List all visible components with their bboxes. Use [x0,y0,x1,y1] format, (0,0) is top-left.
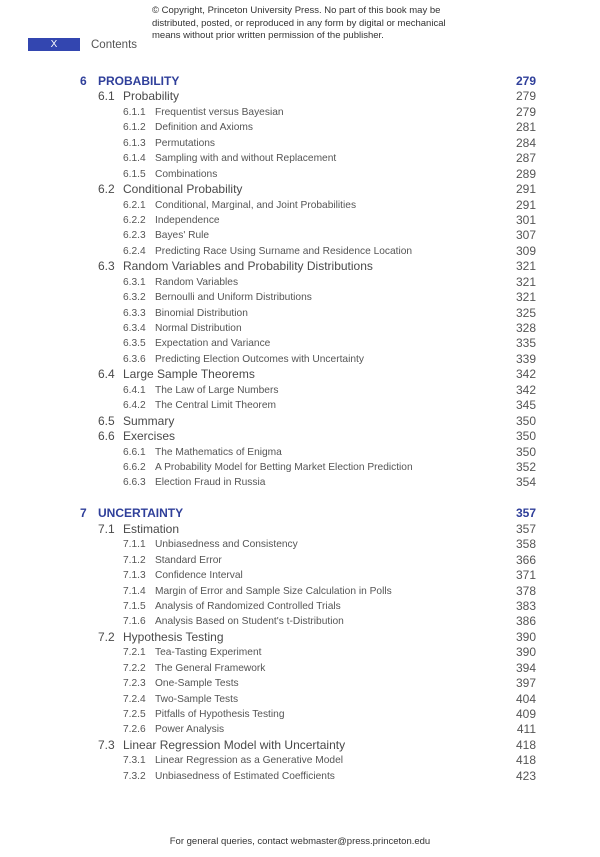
toc-sub-entry[interactable] [0,198,600,213]
toc-entry-number: 6.1.2 [123,122,146,134]
toc-entry-page: 291 [515,182,536,197]
toc-chapter-entry[interactable] [0,506,600,521]
toc-entry-title: Independence [155,214,220,226]
toc-entry-page: 378 [515,583,536,598]
toc-entry-number: 7.1.3 [123,570,146,582]
toc-entry-page: 354 [515,475,536,490]
toc-entry-page: 328 [515,321,536,335]
toc-entry-number: 7 [80,506,87,521]
toc-entry-number: 6.1.5 [123,168,146,180]
toc-section-entry[interactable] [0,429,600,444]
toc-entry-page: 281 [515,120,536,135]
toc-entry-number: 7.2 [98,629,115,644]
toc-entry-page: 289 [515,166,536,181]
toc-section-entry[interactable] [0,414,600,429]
toc-entry-number: 6.2.1 [123,199,146,211]
toc-entry-number: 7.2.4 [123,693,146,705]
toc-entry-page: 390 [515,629,536,644]
toc-entry-page: 357 [515,506,536,521]
toc-entry-title: Summary [123,413,175,428]
toc-entry-page: 339 [515,351,536,366]
toc-sub-entry[interactable] [0,614,600,629]
toc-entry-number: 6.3 [98,259,115,274]
toc-entry-title: Hypothesis Testing [123,629,224,644]
toc-entry-title: Margin of Error and Sample Size Calculation in Polls [155,585,392,597]
toc-entry-page: 335 [515,336,536,351]
toc-entry-title: Binomial Distribution [155,307,248,319]
toc-entry-number: 7.1 [98,521,115,536]
toc-entry-number: 6.1.1 [123,106,146,118]
toc-sub-entry[interactable] [0,352,600,367]
toc-entry-title: Confidence Interval [155,570,243,582]
toc-entry-number: 6.6 [98,429,115,444]
toc-entry-title: Probability [123,89,180,104]
toc-entry-page: 383 [515,598,536,613]
toc-entry-title: PROBABILITY [98,74,180,88]
toc-entry-title: Linear Regression Model with Uncertainty [123,737,346,752]
toc-entry-title: Conditional, Marginal, and Joint Probabilities [155,199,357,211]
toc-entry-title: Exercises [123,429,176,444]
toc-entry-page: 390 [515,645,536,660]
toc-sub-entry[interactable] [0,676,600,691]
toc-entry-page: 342 [515,367,536,382]
toc-entry-page: 321 [515,274,536,289]
toc-entry-page: 287 [515,151,536,166]
toc-entry-title: Sampling with and without Replacement [155,153,337,165]
contents-heading: Contents [91,39,138,51]
toc-entry-number: 7.2.2 [123,662,146,674]
toc-entry-title: The Central Limit Theorem [155,400,276,412]
toc-entry-number: 6.4.2 [123,400,146,412]
toc-sub-entry[interactable] [0,120,600,135]
toc-sub-entry[interactable] [0,568,600,583]
toc-entry-title: Bayes' Rule [155,230,210,242]
toc-sub-entry[interactable] [0,661,600,676]
toc-entry-title: UNCERTAINTY [98,506,184,521]
toc-entry-number: 7.2.6 [123,724,146,736]
toc-entry-page: 418 [515,737,536,752]
toc-entry-number: 6.3.2 [123,292,146,304]
toc-entry-title: Conditional Probability [123,182,243,197]
toc-entry-number: 6.6.2 [123,461,146,473]
toc-sub-entry[interactable] [0,321,600,336]
toc-entry-title: Unbiasedness of Estimated Coefficients [155,770,335,782]
copyright-line: means without prior written permission of the publisher. [152,30,384,41]
toc-section-entry[interactable] [0,182,600,197]
toc-entry-number: 6.3.4 [123,323,146,334]
close-contents-button[interactable] [28,38,80,51]
toc-sub-entry[interactable] [0,722,600,737]
toc-entry-title: Bernoulli and Uniform Distributions [155,292,312,304]
toc-section-entry[interactable] [0,522,600,537]
toc-entry-number: 6.6.1 [123,446,146,458]
toc-entry-number: 6.4.1 [123,384,146,396]
toc-entry-page: 279 [515,104,536,119]
toc-sub-entry[interactable] [0,336,600,351]
toc-entry-title: Frequentist versus Bayesian [155,106,284,118]
toc-entry-number: 6.3.3 [123,307,146,319]
toc-entry-title: Predicting Election Outcomes with Uncertainty [155,353,364,365]
toc-entry-title: Analysis of Randomized Controlled Trials [155,600,341,612]
toc-entry-title: Tea-Tasting Experiment [155,647,262,659]
toc-entry-title: Two-Sample Tests [155,693,239,705]
toc-sub-entry[interactable] [0,707,600,722]
toc-entry-page: 301 [515,212,536,227]
toc-entry-page: 342 [515,382,536,397]
toc-entry-page: 350 [515,444,536,459]
toc-entry-page: 418 [515,753,536,768]
toc-entry-page: 357 [515,521,536,536]
toc-sub-entry[interactable] [0,213,600,228]
toc-entry-title: Combinations [155,168,218,180]
toc-sub-entry[interactable] [0,553,600,568]
toc-entry-title: Large Sample Theorems [123,367,255,382]
toc-entry-title: Random Variables [155,276,239,288]
toc-sub-entry[interactable] [0,445,600,460]
toc-entry-page: 279 [515,74,536,88]
toc-section-entry[interactable] [0,89,600,104]
toc-entry-title: One-Sample Tests [155,678,239,690]
toc-entry-page: 352 [515,459,536,474]
toc-entry-title: Expectation and Variance [155,338,271,350]
toc-sub-entry[interactable] [0,460,600,475]
copyright-line: © Copyright, Princeton University Press. No part of this book may be [152,5,441,16]
toc-sub-entry[interactable] [0,398,600,413]
toc-entry-page: 358 [515,537,536,552]
toc-entry-number: 6.6.3 [123,477,146,489]
close-icon: X [50,39,58,50]
toc-entry-title: Linear Regression as a Generative Model [155,755,344,767]
toc-entry-number: 6.2.4 [123,245,146,257]
toc-entry-page: 409 [515,707,536,721]
toc-entry-number: 6.4 [98,367,115,382]
toc-entry-title: A Probability Model for Betting Market Election Prediction [155,461,413,473]
toc-sub-entry[interactable] [0,306,600,321]
toc-entry-number: 6.3.5 [123,338,146,350]
toc-entry-page: 350 [515,429,536,444]
toc-sub-entry[interactable] [0,599,600,614]
toc-chapter-entry[interactable] [0,74,600,89]
toc-entry-title: Power Analysis [155,724,225,736]
toc-entry-title: Normal Distribution [155,323,242,334]
toc-sub-entry[interactable] [0,475,600,490]
toc-entry-title: The Mathematics of Enigma [155,446,282,458]
toc-entry-number: 7.1.1 [123,539,146,551]
toc-entry-number: 6.3.6 [123,353,146,365]
toc-entry-page: 321 [515,259,536,274]
toc-entry-number: 7.2.3 [123,678,146,690]
toc-sub-entry[interactable] [0,151,600,166]
toc-entry-title: Pitfalls of Hypothesis Testing [155,709,285,720]
toc-entry-page: 284 [515,135,536,150]
toc-sub-entry[interactable] [0,167,600,182]
toc-entry-page: 397 [515,676,536,691]
toc-entry-number: 7.1.2 [123,554,146,566]
toc-sub-entry[interactable] [0,244,600,259]
toc-sub-entry[interactable] [0,692,600,707]
toc-entry-number: 7.1.5 [123,600,146,612]
toc-entry-page: 423 [515,768,536,783]
toc-entry-title: The General Framework [155,662,266,674]
toc-entry-page: 321 [515,290,536,305]
toc-section-entry[interactable] [0,367,600,382]
toc-entry-title: Definition and Axioms [155,122,253,134]
toc-entry-number: 6.3.1 [123,276,146,288]
toc-sub-entry[interactable] [0,228,600,243]
toc-entry-number: 6.1.4 [123,153,146,165]
toc-sub-entry[interactable] [0,275,600,290]
toc-spacer [0,491,600,507]
toc-entry-page: 279 [515,89,536,104]
toc-section-entry[interactable] [0,630,600,645]
toc-entry-title: Analysis Based on Student's t-Distribution [155,616,344,628]
toc-sub-entry[interactable] [0,769,600,784]
toc-entry-number: 6.1 [98,89,115,104]
toc-entry-number: 6.5 [98,413,115,428]
copyright-line: distributed, posted, or reproduced in any form by digital or mechanical [152,17,446,29]
toc-section-entry[interactable] [0,259,600,274]
toc-entry-number: 7.2.5 [123,709,146,720]
toc-entry-title: Permutations [155,137,216,149]
toc-entry-title: Election Fraud in Russia [155,477,266,489]
toc-entry-title: Standard Error [155,554,222,566]
toc-section-entry[interactable] [0,738,600,753]
toc-sub-entry[interactable] [0,105,600,120]
toc-entry-number: 6.2.2 [123,214,146,226]
toc-entry-page: 404 [515,691,536,706]
toc-entry-title: Estimation [123,521,180,536]
toc-entry-page: 309 [515,243,536,258]
toc-entry-number: 7.2.1 [123,647,146,659]
toc-entry-title: The Law of Large Numbers [155,384,279,396]
toc-entry-page: 386 [515,614,536,629]
toc-entry-number: 6.2 [98,182,115,197]
toc-sub-entry[interactable] [0,645,600,660]
toc-entry-number: 7.3 [98,737,115,752]
toc-entry-number: 6.1.3 [123,137,146,149]
copyright-notice [152,5,472,43]
toc-entry-page: 307 [515,228,536,243]
toc-sub-entry[interactable] [0,383,600,398]
toc-entry-page: 394 [515,660,536,675]
toc-entry-page: 325 [515,305,536,320]
toc-entry-number: 7.3.2 [123,770,146,782]
toc-sub-entry[interactable] [0,753,600,768]
toc-sub-entry[interactable] [0,584,600,599]
toc-entry-title: Unbiasedness and Consistency [155,539,298,551]
toc-entry-page: 350 [515,413,536,428]
toc-entry-number: 6.2.3 [123,230,146,242]
toc-entry-page: 411 [516,722,536,737]
toc-sub-entry[interactable] [0,290,600,305]
toc-entry-number: 7.3.1 [123,755,146,767]
footer-contact: For general queries, contact webmaster@press.princeton.edu [169,836,431,847]
toc-entry-page: 366 [515,552,536,567]
toc-entry-title: Random Variables and Probability Distributions [123,259,373,274]
toc-entry-page: 345 [515,398,536,413]
toc-entry-page: 371 [515,568,536,583]
table-of-contents [0,74,600,784]
toc-entry-number: 7.1.4 [123,585,146,597]
toc-entry-page: 291 [515,197,536,212]
toc-entry-number: 7.1.6 [123,616,146,628]
toc-sub-entry[interactable] [0,136,600,151]
toc-sub-entry[interactable] [0,537,600,552]
toc-entry-title: Predicting Race Using Surname and Residence Location [155,245,413,257]
toc-entry-number: 6 [80,74,87,88]
